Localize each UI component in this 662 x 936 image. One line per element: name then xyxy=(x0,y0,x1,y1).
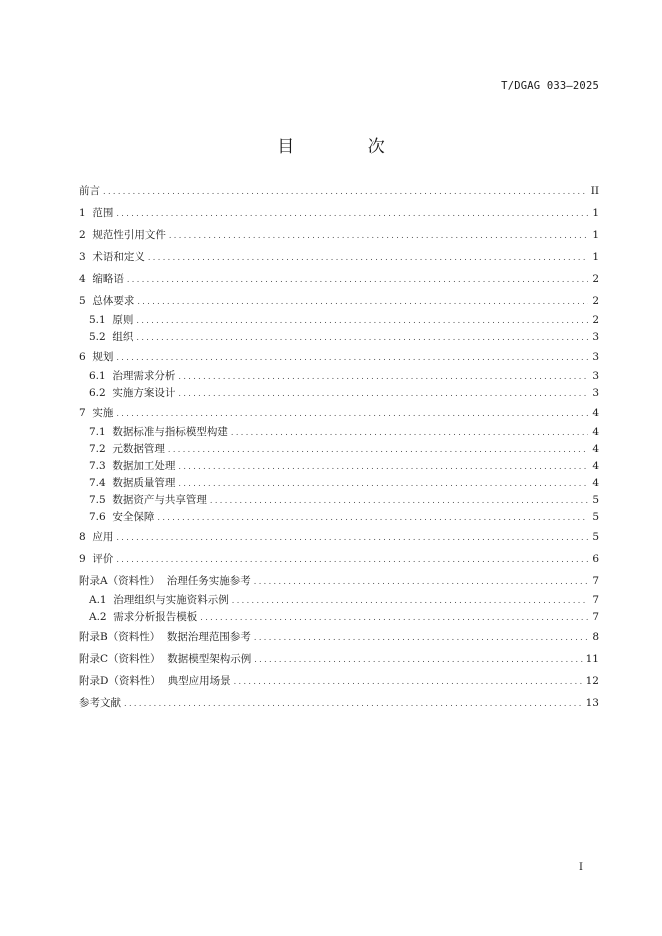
table-of-contents xyxy=(79,180,599,714)
toc-entry[interactable] xyxy=(79,670,599,692)
toc-entry-page: 2 xyxy=(592,295,599,307)
toc-entry-number: 1 xyxy=(79,207,93,219)
toc-entry[interactable] xyxy=(79,592,599,609)
toc-entry-number: 6 xyxy=(79,351,93,363)
toc-entry-page: 12 xyxy=(585,675,599,687)
page-number: I xyxy=(579,862,583,873)
dot-leader xyxy=(178,458,588,475)
toc-entry-label: 数据加工处理 xyxy=(112,460,176,472)
toc-entry-number: 5.1 xyxy=(89,314,113,326)
toc-entry-page: 1 xyxy=(592,229,599,241)
toc-entry-label: 原则 xyxy=(112,314,134,326)
toc-entry[interactable] xyxy=(79,346,599,368)
toc-entry-number: 7.1 xyxy=(89,426,113,438)
toc-entry[interactable] xyxy=(79,626,599,648)
toc-entry-page: 2 xyxy=(592,314,599,326)
dot-leader xyxy=(232,592,588,609)
toc-entry[interactable] xyxy=(79,458,599,475)
page-title: 目 次 xyxy=(277,137,419,157)
toc-entry[interactable] xyxy=(79,526,599,548)
toc-entry-label: 典型应用场景 xyxy=(167,675,231,687)
toc-entry-label: 数据资产与共享管理 xyxy=(112,494,207,506)
toc-entry-label: 需求分析报告模板 xyxy=(113,611,198,623)
document-code: T/DGAG 033—2025 xyxy=(501,80,599,92)
toc-entry-page: 1 xyxy=(592,251,599,263)
toc-entry-label: 实施方案设计 xyxy=(112,387,176,399)
toc-entry-page: 2 xyxy=(592,273,599,285)
dot-leader xyxy=(254,627,588,649)
toc-entry-label: 应用 xyxy=(92,531,114,543)
toc-entry[interactable] xyxy=(79,648,599,670)
toc-entry-label: 治理任务实施参考 xyxy=(166,575,251,587)
dot-leader xyxy=(116,527,588,549)
toc-entry[interactable] xyxy=(79,441,599,458)
toc-entry-page: 4 xyxy=(592,426,599,438)
toc-entry[interactable] xyxy=(79,692,599,714)
toc-entry-number: 5 xyxy=(79,295,93,307)
toc-entry[interactable] xyxy=(79,224,599,246)
toc-entry[interactable] xyxy=(79,385,599,402)
toc-entry-page: 1 xyxy=(592,207,599,219)
toc-entry-number: 4 xyxy=(79,273,93,285)
dot-leader xyxy=(200,609,588,626)
toc-entry-label: 数据模型架构示例 xyxy=(167,653,252,665)
dot-leader xyxy=(124,693,583,715)
toc-entry-number: 6.2 xyxy=(89,387,113,399)
toc-entry-page: 3 xyxy=(592,370,599,382)
toc-entry[interactable] xyxy=(79,312,599,329)
toc-entry[interactable] xyxy=(79,268,599,290)
toc-entry-label: 规范性引用文件 xyxy=(92,229,166,241)
toc-entry-page: 7 xyxy=(592,575,599,587)
toc-entry-label: 前言 xyxy=(79,185,100,197)
toc-entry-label: 规划 xyxy=(92,351,114,363)
toc-entry[interactable] xyxy=(79,570,599,592)
dot-leader xyxy=(178,385,588,402)
toc-entry[interactable] xyxy=(79,424,599,441)
toc-entry-page: 7 xyxy=(592,594,599,606)
toc-entry-number: A.2 xyxy=(89,611,114,623)
toc-entry-label: 治理组织与实施资料示例 xyxy=(113,594,229,606)
toc-entry-label: 安全保障 xyxy=(112,511,155,523)
dot-leader xyxy=(116,403,588,425)
toc-entry-label: 参考文献 xyxy=(79,697,121,709)
toc-entry-number: 6.1 xyxy=(89,370,113,382)
toc-entry-label: 范围 xyxy=(92,207,114,219)
dot-leader xyxy=(127,269,588,291)
dot-leader xyxy=(148,247,588,269)
toc-entry[interactable] xyxy=(79,402,599,424)
toc-entry-number: 附录C（资料性） xyxy=(79,653,168,665)
toc-entry-number: 7.6 xyxy=(89,511,113,523)
toc-entry[interactable] xyxy=(79,202,599,224)
toc-entry-page: 3 xyxy=(592,331,599,343)
toc-entry[interactable] xyxy=(79,329,599,346)
dot-leader xyxy=(169,225,588,247)
toc-entry-label: 数据质量管理 xyxy=(112,477,176,489)
toc-entry[interactable] xyxy=(79,548,599,570)
dot-leader xyxy=(210,492,588,509)
dot-leader xyxy=(234,671,583,693)
toc-entry[interactable] xyxy=(79,290,599,312)
toc-entry-page: 3 xyxy=(592,351,599,363)
toc-entry-number: 3 xyxy=(79,251,93,263)
toc-entry-number: 附录B（资料性） xyxy=(79,631,167,643)
toc-entry-page: 5 xyxy=(592,511,599,523)
toc-entry-number: A.1 xyxy=(89,594,114,606)
toc-entry-label: 元数据管理 xyxy=(112,443,165,455)
toc-entry-label: 治理需求分析 xyxy=(112,370,176,382)
toc-entry[interactable] xyxy=(79,246,599,268)
dot-leader xyxy=(116,347,588,369)
toc-entry[interactable] xyxy=(79,180,599,202)
toc-entry-label: 数据标准与指标模型构建 xyxy=(112,426,228,438)
toc-entry-page: 5 xyxy=(592,531,599,543)
toc-entry[interactable] xyxy=(79,368,599,385)
dot-leader xyxy=(103,181,588,203)
toc-entry-label: 缩略语 xyxy=(92,273,124,285)
dot-leader xyxy=(231,424,588,441)
toc-entry-page: 8 xyxy=(592,631,599,643)
toc-entry-label: 评价 xyxy=(92,553,114,565)
toc-entry[interactable] xyxy=(79,475,599,492)
dot-leader xyxy=(178,368,588,385)
toc-entry-number: 2 xyxy=(79,229,93,241)
toc-entry-page: 4 xyxy=(592,460,599,472)
toc-entry[interactable] xyxy=(79,609,599,626)
toc-entry-number: 8 xyxy=(79,531,93,543)
toc-entry-label: 术语和定义 xyxy=(92,251,145,263)
toc-entry-page: 7 xyxy=(592,611,599,623)
dot-leader xyxy=(137,291,588,313)
dot-leader xyxy=(116,203,588,225)
toc-entry-number: 7.4 xyxy=(89,477,113,489)
toc-entry[interactable] xyxy=(79,509,599,526)
dot-leader xyxy=(136,312,588,329)
toc-entry-page: 4 xyxy=(592,477,599,489)
toc-entry-page: 4 xyxy=(592,407,599,419)
dot-leader xyxy=(254,571,588,593)
toc-entry-number: 7 xyxy=(79,407,93,419)
dot-leader xyxy=(254,649,582,671)
toc-entry-number: 附录D（资料性） xyxy=(79,675,168,687)
toc-entry-number: 7.3 xyxy=(89,460,113,472)
toc-entry-page: 3 xyxy=(592,387,599,399)
dot-leader xyxy=(116,549,588,571)
toc-entry-label: 实施 xyxy=(92,407,114,419)
toc-entry-label: 数据治理范围参考 xyxy=(166,631,251,643)
toc-entry-number: 附录A（资料性） xyxy=(79,575,167,587)
toc-entry-label: 组织 xyxy=(112,331,134,343)
dot-leader xyxy=(168,441,588,458)
toc-entry-number: 7.2 xyxy=(89,443,113,455)
toc-entry[interactable] xyxy=(79,492,599,509)
dot-leader xyxy=(157,509,588,526)
toc-entry-page: 13 xyxy=(585,697,599,709)
dot-leader xyxy=(136,329,588,346)
dot-leader xyxy=(178,475,588,492)
toc-entry-page: 11 xyxy=(585,653,599,665)
toc-entry-label: 总体要求 xyxy=(92,295,135,307)
toc-entry-page: 5 xyxy=(592,494,599,506)
toc-entry-number: 7.5 xyxy=(89,494,113,506)
toc-entry-number: 5.2 xyxy=(89,331,113,343)
toc-entry-number: 9 xyxy=(79,553,93,565)
toc-entry-page: II xyxy=(590,185,599,197)
toc-entry-page: 4 xyxy=(592,443,599,455)
toc-entry-page: 6 xyxy=(592,553,599,565)
